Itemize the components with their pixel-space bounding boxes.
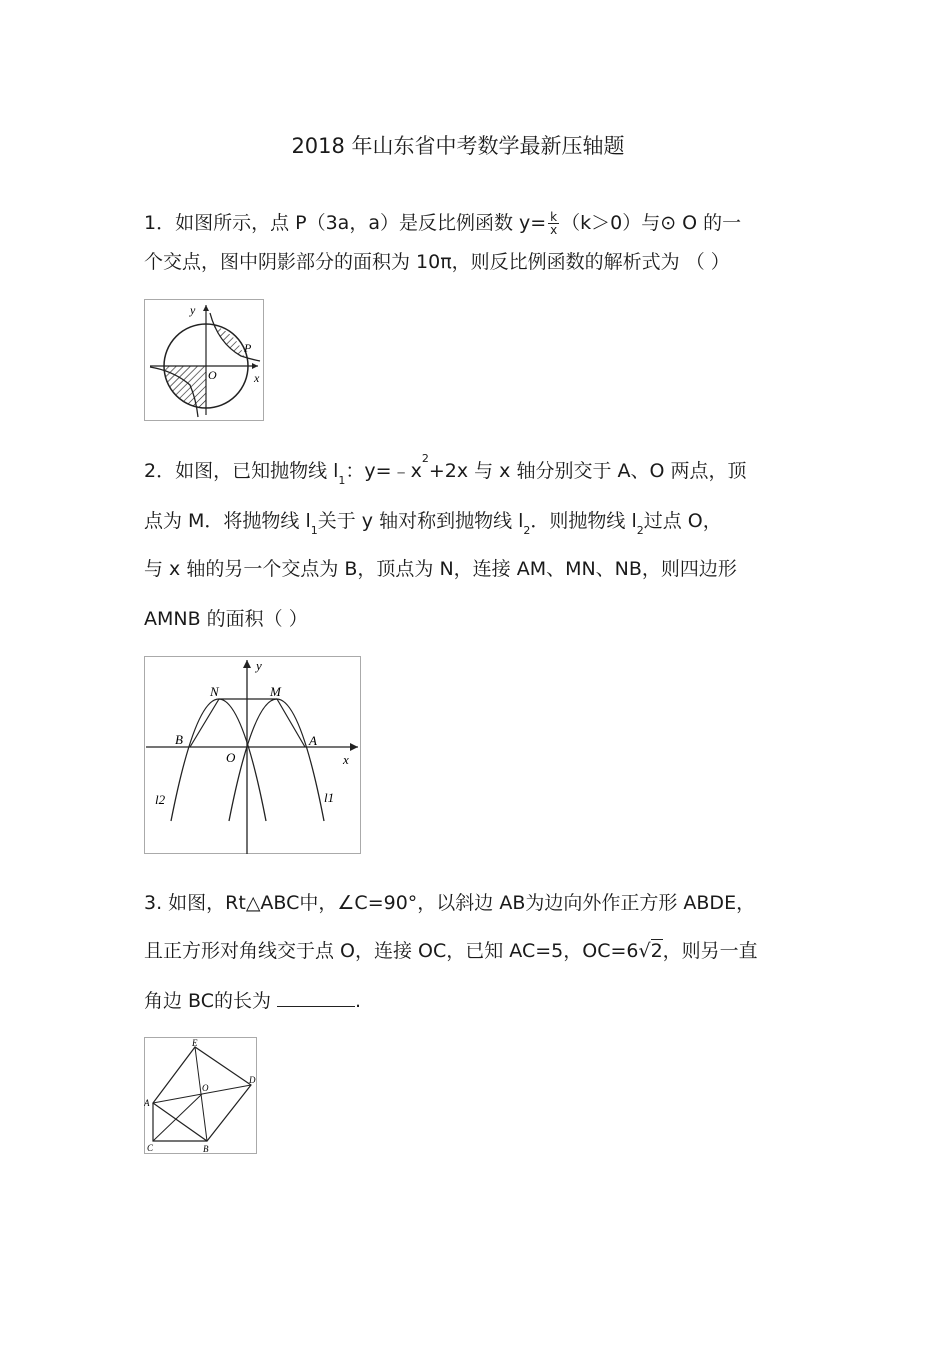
q3-line-2 <box>144 936 758 963</box>
page-title: 2018 年山东省中考数学最新压轴题 <box>291 134 625 158</box>
q2-text-c: +2x 与 x 轴分别交于 A、O 两点，顶 <box>428 460 747 482</box>
q2-sup-2: 2 <box>421 452 429 465</box>
q1-hyperbola-upper <box>210 313 260 361</box>
q2-line2-sub3: 2 <box>636 523 644 537</box>
q3-figure-svg <box>144 1037 257 1154</box>
q2-x-arrow <box>350 743 358 751</box>
q3-sqrt-value: 2 <box>650 940 663 962</box>
q2-line-2 <box>144 506 722 535</box>
q3-label-b: B <box>203 1144 209 1154</box>
q3-label-o: O <box>202 1083 209 1093</box>
q2-label-y: y <box>256 658 262 673</box>
q2-figure <box>144 656 361 854</box>
q2-label-l2: l2 <box>155 792 166 807</box>
q3-line2-a: 且正方形对角线交于点 O，连接 OC，已知 AC=5，OC=6 <box>144 940 639 962</box>
q3-label-d: D <box>249 1075 256 1085</box>
q1-label-o: O <box>208 368 217 382</box>
q2-y-arrow <box>243 660 251 668</box>
q1-line-2: 个交点，图中阴影部分的面积为 10π，则反比例函数的解析式为 （ ） <box>144 251 730 273</box>
q3-line-3 <box>144 986 361 1013</box>
q2-line-3: 与 x 轴的另一个交点为 B，顶点为 N，连接 AM、MN、NB，则四边形 <box>144 558 737 580</box>
q2-segment-ma <box>277 699 305 747</box>
q3-sqrt-symbol: √ <box>638 940 651 962</box>
q2-line2-a: 点为 M．将抛物线 l <box>144 510 311 532</box>
q2-label-x: x <box>343 752 349 767</box>
q2-line2-sub1: 1 <box>310 523 318 537</box>
q3-line2-b: ，则另一直 <box>662 940 758 962</box>
q2-line2-c: ．则抛物线 l <box>530 510 637 532</box>
q2-line-4: AMNB 的面积（ ） <box>144 608 308 630</box>
q2-text-a: 2．如图，已知抛物线 l <box>144 460 339 482</box>
q2-line2-d: 过点 O， <box>643 510 722 532</box>
q3-segment-oc <box>153 1094 202 1141</box>
q1-y-arrow <box>203 305 209 311</box>
q3-sqrt <box>638 940 662 962</box>
q2-line2-sub2: 2 <box>523 523 531 537</box>
q1-label-y: y <box>190 303 196 317</box>
q2-sub-1: 1 <box>338 473 346 487</box>
q1-frac-num: k <box>550 210 558 224</box>
q3-line3-a: 角边 BC的长为 <box>144 990 278 1012</box>
q2-label-l1: l1 <box>324 790 335 805</box>
q1-figure-svg <box>144 299 264 421</box>
q2-line-1 <box>144 452 747 487</box>
q1-figure <box>144 299 264 421</box>
q1-text-b: （k＞0）与⊙ O 的一 <box>561 212 742 234</box>
q1-x-arrow <box>252 363 258 369</box>
q2-text-b: ：y=﹣x <box>345 460 422 482</box>
q2-label-a: A <box>309 733 317 748</box>
q1-line-1 <box>144 208 741 236</box>
q3-line-1: 3. 如图，Rt△ABC中，∠C=90°，以斜边 AB为边向外作正方形 ABDE， <box>144 892 756 914</box>
q2-figure-svg <box>144 656 361 854</box>
q2-label-b: B <box>175 732 183 747</box>
q1-label-x: x <box>254 371 260 385</box>
q3-label-e: E <box>192 1038 198 1048</box>
q3-line3-b: . <box>355 990 362 1012</box>
q3-diagonal-eb <box>195 1047 207 1141</box>
q1-fraction <box>548 211 559 236</box>
q2-label-m: M <box>270 684 281 699</box>
q3-answer-blank <box>277 992 355 1007</box>
q2-line2-b: 关于 y 轴对称到抛物线 l <box>317 510 524 532</box>
q2-frame <box>145 657 361 854</box>
q2-label-o: O <box>226 750 236 765</box>
q2-label-n: N <box>210 684 219 699</box>
q2-parabola-l1 <box>229 699 324 821</box>
q1-label-p: P <box>244 341 252 355</box>
q2-parabola-l2 <box>171 699 266 821</box>
q3-label-a: A <box>144 1098 150 1108</box>
q3-label-c: C <box>147 1143 154 1153</box>
q2-segment-bn <box>190 699 219 747</box>
q3-figure <box>144 1037 257 1154</box>
q1-text-a: 1．如图所示，点 P（3a，a）是反比例函数 y= <box>144 212 547 234</box>
q1-frac-den: x <box>550 223 558 237</box>
